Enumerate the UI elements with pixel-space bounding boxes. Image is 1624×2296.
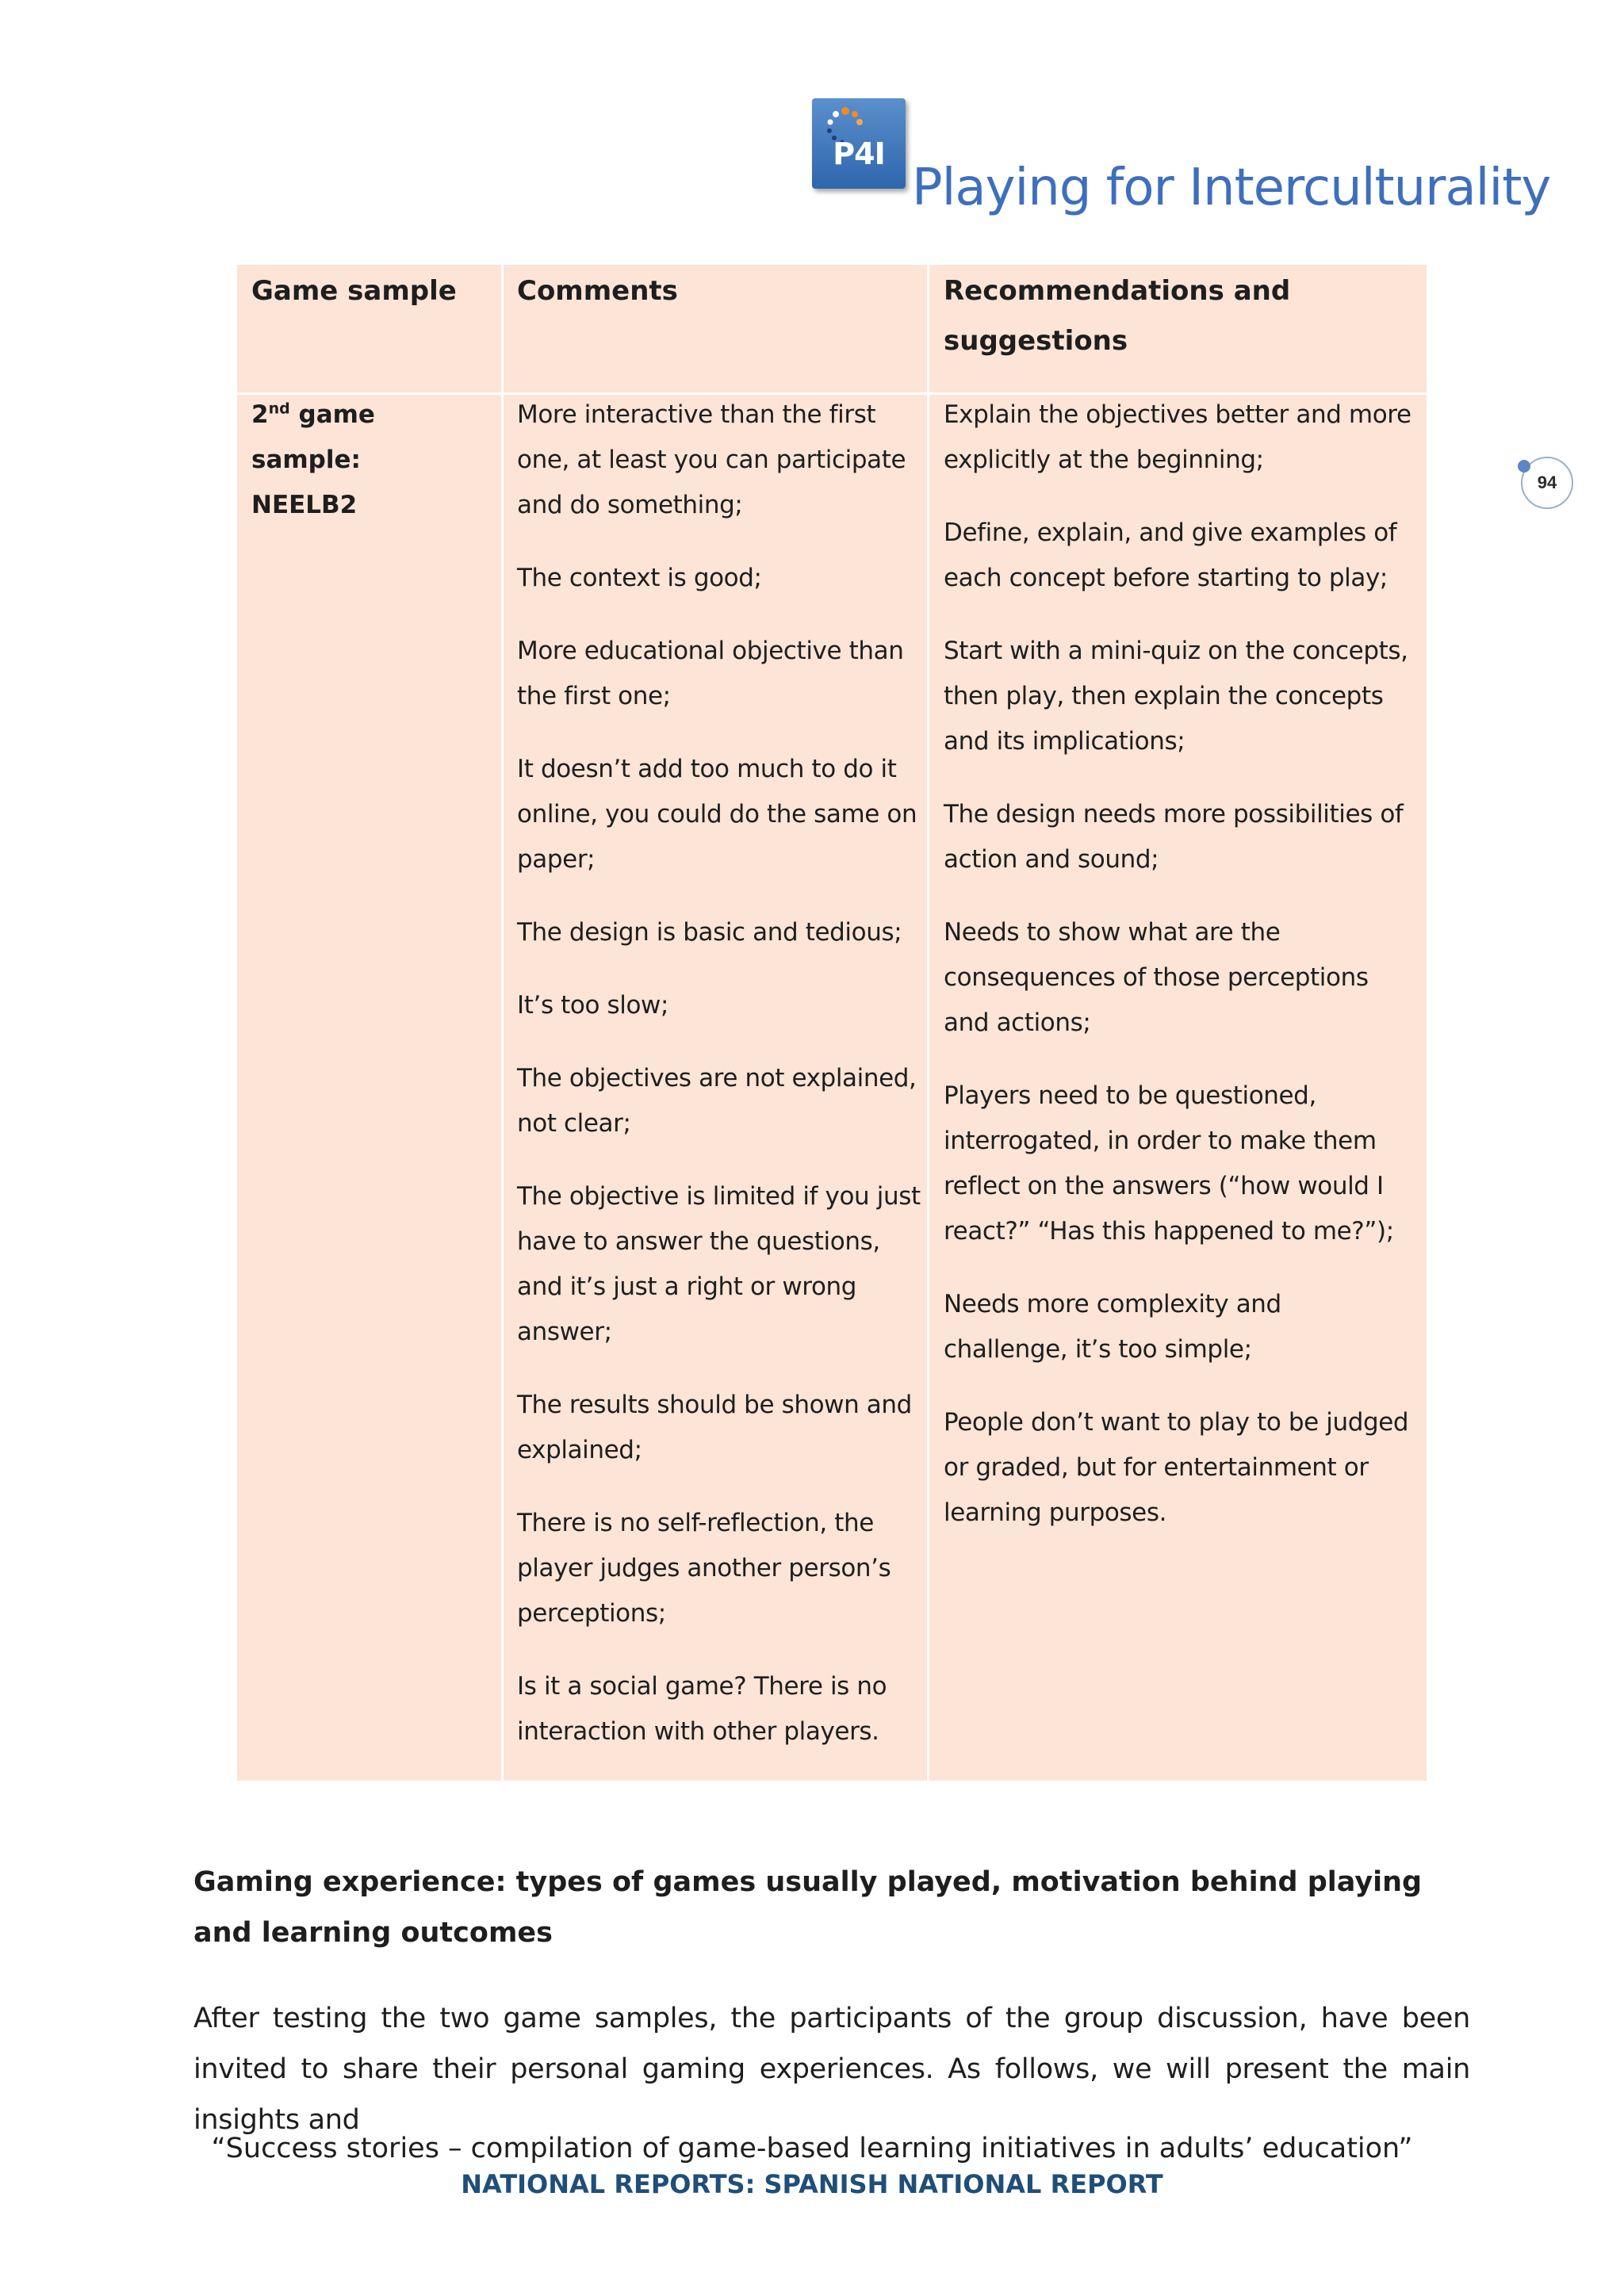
- comment-item: There is no self-reflection, the player judges another person’s perceptions;: [517, 1509, 891, 1628]
- recommendation-item: Players need to be questioned, interrogated, in order to make them reflect on the answers (“how would I react?” “Has this happened to me?”);: [944, 1081, 1394, 1246]
- logo-text: P4I: [833, 136, 885, 171]
- sample-label: [251, 392, 489, 483]
- footer-report-title: NATIONAL REPORTS: SPANISH NATIONAL REPORT: [461, 2169, 1163, 2199]
- header-comments: Comments: [517, 275, 678, 307]
- comment-item: More interactive than the first one, at least you can participate and do something;: [517, 400, 906, 519]
- recommendation-item: Needs to show what are the consequences of those perceptions and actions;: [944, 918, 1369, 1037]
- comment-item: The design is basic and tedious;: [517, 918, 902, 947]
- section-heading: Gaming experience: types of games usually played, motivation behind playing and learning outcomes: [193, 1866, 1423, 1949]
- brand-name: Playing for Interculturality: [912, 159, 1551, 217]
- sample-ordinal: nd: [268, 400, 290, 418]
- recommendation-item: Define, explain, and give examples of each concept before starting to play;: [944, 519, 1397, 592]
- comment-item: The context is good;: [517, 564, 762, 592]
- header-recommendations: Recommendations and suggestions: [944, 275, 1291, 357]
- recommendation-item: Explain the objectives better and more explicitly at the beginning;: [944, 400, 1411, 474]
- sample-label-text: game sample:: [251, 400, 375, 474]
- recommendation-item: Start with a mini-quiz on the concepts, then play, then explain the concepts and its implications;: [944, 637, 1408, 756]
- comment-item: It doesn’t add too much to do it online, you could do the same on paper;: [517, 755, 917, 874]
- sample-number: 2: [251, 400, 269, 429]
- comment-item: The objective is limited if you just have to answer the questions, and it’s just a right or wrong answer;: [517, 1182, 921, 1346]
- comment-item: More educational objective than the first one;: [517, 637, 904, 710]
- body-paragraph: After testing the two game samples, the participants of the group discussion, have been invited to share their personal gaming experiences. As follows, we will present the main insights and: [193, 2003, 1470, 2136]
- recommendation-item: People don’t want to play to be judged or graded, but for entertainment or learning purposes.: [944, 1408, 1409, 1527]
- recommendation-item: The design needs more possibilities of action and sound;: [944, 800, 1404, 874]
- comment-item: The objectives are not explained, not clear;: [517, 1064, 917, 1138]
- comment-item: The results should be shown and explained;: [517, 1391, 912, 1464]
- column-divider: [927, 265, 929, 1781]
- sample-name: NEELB2: [251, 491, 358, 519]
- comments-cell: [517, 392, 921, 1782]
- page-number: 94: [1537, 473, 1557, 492]
- header-game-sample: Game sample: [251, 275, 457, 307]
- game-sample-cell: [251, 392, 489, 528]
- footer-quote: “Success stories – compilation of game-based learning initiatives in adults’ education”: [211, 2133, 1413, 2164]
- recommendations-cell: [944, 392, 1411, 1563]
- column-divider: [501, 265, 504, 1781]
- game-sample-table: [237, 265, 1427, 1781]
- recommendation-item: Needs more complexity and challenge, it’s too simple;: [944, 1290, 1281, 1364]
- comment-item: It’s too slow;: [517, 991, 669, 1020]
- comment-item: Is it a social game? There is no interaction with other players.: [517, 1672, 887, 1746]
- p4i-logo: [812, 98, 906, 189]
